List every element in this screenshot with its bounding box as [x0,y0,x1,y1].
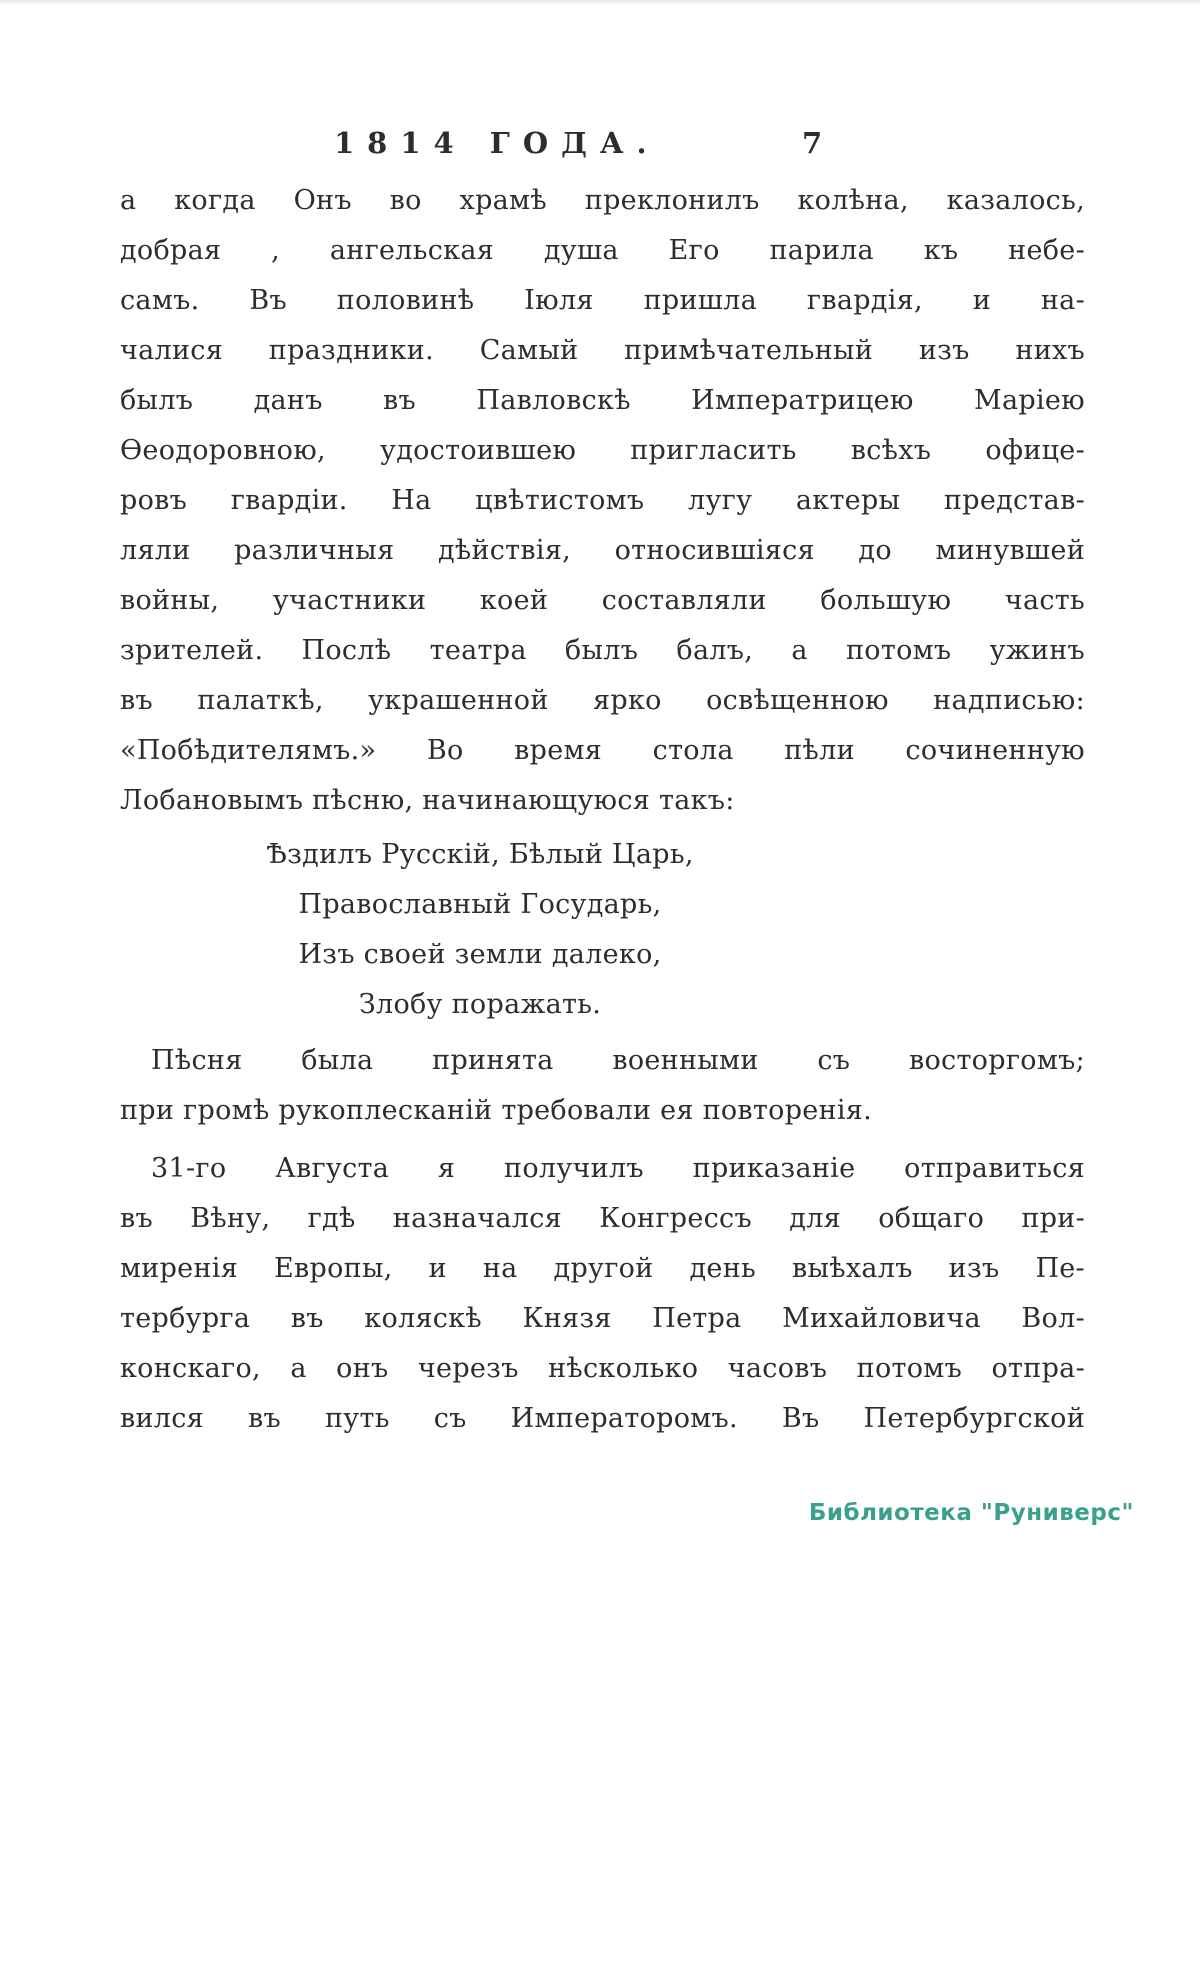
text-line: самъ. Въ половинѣ Іюля пришла гвардія, и на- [120,285,1085,316]
running-title: 1814 ГОДА. [334,126,660,160]
paragraph [120,1036,1085,1136]
text-line: «Побѣдителямъ.» Во время стола пѣли сочиненную [120,735,1085,766]
text-line: Лобановымъ пѣсню, начинающуюся такъ: [120,785,735,816]
library-watermark: Библиотека "Руниверс" [808,1500,1134,1526]
text-line: тербурга въ коляскѣ Князя Петра Михайловича Вол- [120,1303,1085,1334]
text-line: Изъ своей земли далеко, [298,939,662,970]
paragraph [120,1144,1085,1444]
verse-block [120,830,840,1030]
text-line: при громѣ рукоплесканій требовали ея повторенія. [120,1095,873,1126]
text-line: ляли различныя дѣйствія, относившіяся до минувшей [120,535,1085,566]
text-line: добрая , ангельская душа Его парила къ небе- [120,235,1085,266]
text-line: въ палаткѣ, украшенной ярко освѣщенною надписью: [120,685,1085,716]
page-body [120,176,1085,1444]
page-header [120,126,1085,170]
text-line: конскаго, а онъ черезъ нѣсколько часовъ потомъ отпра- [120,1353,1085,1384]
text-line: зрителей. Послѣ театра былъ балъ, а потомъ ужинъ [120,635,1085,666]
text-line: а когда Онъ во храмѣ преклонилъ колѣна, казалось, [120,185,1085,216]
text-line: Православный Государь, [298,889,662,920]
text-line: вился въ путь съ Императоромъ. Въ Петербургской [120,1403,1085,1434]
text-line: 31-го Августа я получилъ приказаніе отправиться [151,1153,1085,1184]
paragraph [120,176,1085,826]
text-line: ровъ гвардіи. На цвѣтистомъ лугу актеры представ- [120,485,1085,516]
text-line: Ѳеодоровною, удостоившею пригласить всѣхъ офице- [120,435,1085,466]
text-line: войны, участники коей составляли большую часть [120,585,1085,616]
text-line: Пѣсня была принята военными съ восторгомъ; [151,1045,1085,1076]
page-number: 7 [802,126,823,160]
text-line: миренія Европы, и на другой день выѣхалъ изъ Пе- [120,1253,1085,1284]
text-line: чалися праздники. Самый примѣчательный изъ нихъ [120,335,1085,366]
text-line: былъ данъ въ Павловскѣ Императрицею Маріею [120,385,1085,416]
text-line: Ѣздилъ Русскій, Бѣлый Царь, [266,839,694,870]
text-line: въ Вѣну, гдѣ назначался Конгрессъ для общаго при- [120,1203,1085,1234]
text-line: Злобу поражать. [358,989,602,1020]
